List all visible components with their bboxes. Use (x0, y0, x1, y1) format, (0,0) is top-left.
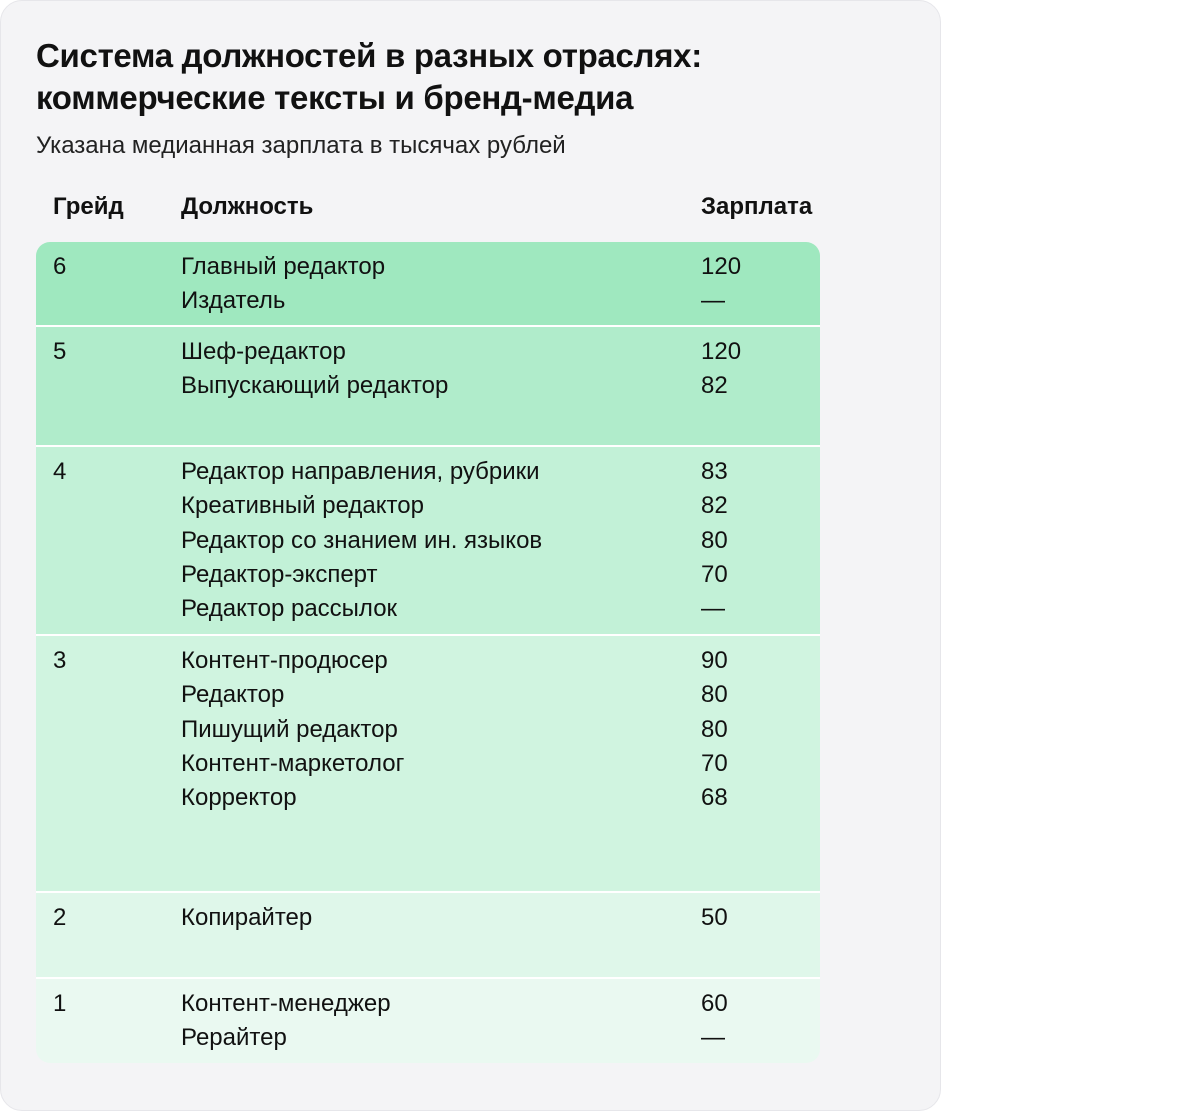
position-name: Пишущий редактор (181, 715, 398, 743)
salary-value: 83 (701, 458, 728, 485)
table-row (181, 489, 811, 523)
salary-value: 80 (701, 681, 728, 709)
table-row (181, 250, 811, 284)
page-subtitle: Указана медианная зарплата в тысячах рублей (36, 132, 566, 159)
position-name: Выпускающий редактор (181, 372, 449, 400)
grade-number: 2 (53, 904, 67, 931)
table-row (181, 713, 811, 747)
grade-rows (181, 987, 811, 1056)
salary-value: — (701, 1024, 725, 1052)
salary-value: 68 (701, 784, 728, 812)
page-title: Система должностей в разных отраслях: коммерческие тексты и бренд-медиа (36, 37, 702, 116)
position-name: Редактор рассылок (181, 595, 398, 623)
salary-value: 120 (701, 253, 742, 280)
table-row (181, 335, 811, 369)
table-header (36, 191, 820, 223)
grade-rows (181, 335, 811, 404)
salary-value: 70 (701, 560, 728, 588)
salary-value: 70 (701, 749, 728, 777)
table-row (181, 644, 811, 678)
grade-rows (181, 644, 811, 815)
position-name: Редактор (181, 681, 285, 709)
grade-rows (181, 250, 811, 319)
salary-value: — (701, 287, 725, 315)
table-row (181, 1021, 811, 1055)
table-row (181, 747, 811, 781)
position-name: Контент-продюсер (181, 647, 388, 674)
table-row (181, 901, 811, 935)
position-name: Главный редактор (181, 253, 386, 280)
table-row (181, 678, 811, 712)
position-name: Копирайтер (181, 904, 313, 931)
table-row (181, 524, 811, 558)
salary-value: 80 (701, 715, 728, 743)
grade-group-1 (36, 979, 820, 1063)
grade-rows (181, 455, 811, 626)
salary-value: 120 (701, 338, 742, 365)
table-row (181, 592, 811, 626)
table-row (181, 369, 811, 403)
grade-group-3 (36, 636, 820, 893)
salary-value: 60 (701, 990, 728, 1017)
grade-rows (181, 901, 811, 935)
position-name: Редактор направления, рубрики (181, 458, 540, 485)
salary-value: — (701, 595, 725, 623)
salary-value: 82 (701, 492, 728, 520)
salary-value: 50 (701, 904, 728, 931)
table-row (181, 987, 811, 1021)
salary-value: 82 (701, 372, 728, 400)
position-name: Контент-менеджер (181, 990, 391, 1017)
salary-value: 80 (701, 526, 728, 554)
grade-number: 3 (53, 647, 67, 674)
grade-number: 5 (53, 338, 67, 365)
grade-number: 4 (53, 458, 67, 485)
table-row (181, 558, 811, 592)
grade-group-4 (36, 447, 820, 636)
header-salary: Зарплата (701, 193, 813, 220)
grade-group-2 (36, 893, 820, 979)
grade-table (36, 242, 820, 1063)
header-position: Должность (181, 193, 314, 220)
table-row (181, 284, 811, 318)
position-name: Корректор (181, 784, 297, 812)
position-name: Контент-маркетолог (181, 749, 405, 777)
grade-group-5 (36, 327, 820, 447)
salary-value: 90 (701, 647, 728, 674)
header-grade: Грейд (53, 193, 124, 220)
table-row (181, 455, 811, 489)
position-name: Издатель (181, 287, 286, 315)
position-name: Шеф-редактор (181, 338, 346, 365)
position-name: Редактор со знанием ин. языков (181, 526, 543, 554)
grade-group-6 (36, 242, 820, 327)
table-row (181, 781, 811, 815)
grade-number: 1 (53, 990, 67, 1017)
position-name: Рерайтер (181, 1024, 287, 1052)
position-name: Креативный редактор (181, 492, 424, 520)
grade-number: 6 (53, 253, 67, 280)
position-name: Редактор-эксперт (181, 560, 378, 588)
